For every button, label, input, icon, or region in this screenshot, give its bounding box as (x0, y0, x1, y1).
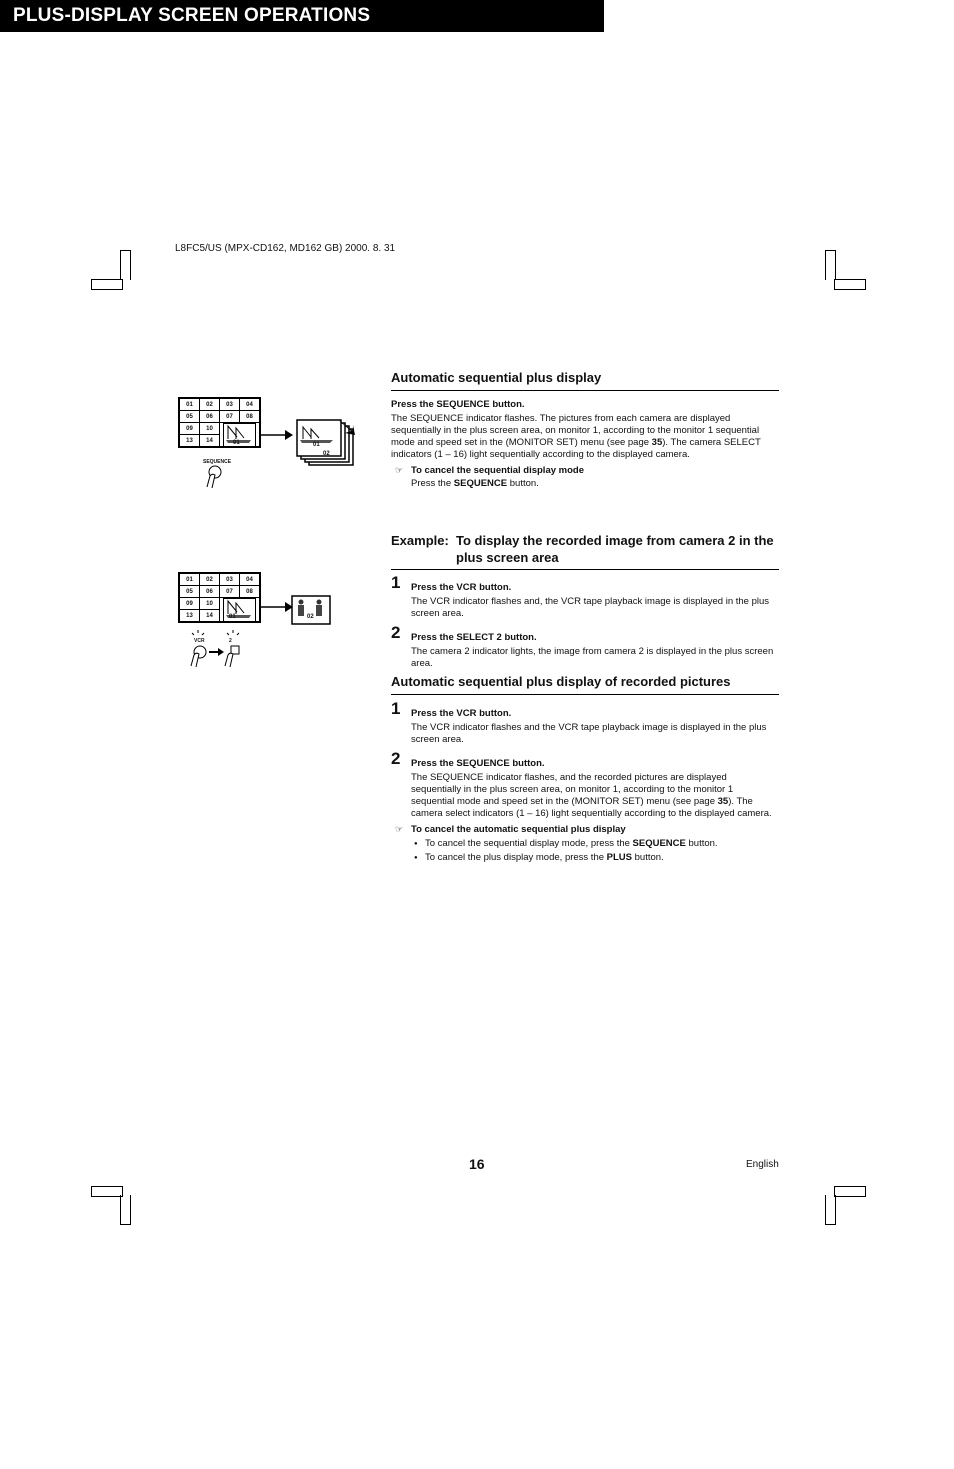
document-code: L8FC5/US (MPX-CD162, MD162 GB) 2000. 8. 31 (175, 243, 396, 254)
crop-mark-top-left (91, 279, 123, 290)
step-title: Press the VCR button. (411, 582, 512, 593)
section-automatic-sequential-plus-display (391, 370, 779, 490)
page-title: PLUS-DISPLAY SCREEN OPERATIONS (13, 5, 371, 26)
grid-cell: 06 (200, 411, 220, 423)
result-label: 02 (307, 614, 314, 620)
step-description: The camera 2 indicator lights, the image from camera 2 is displayed in the plus screen area. (411, 646, 774, 669)
grid-cell: 03 (220, 574, 240, 586)
cancel-heading: To cancel the automatic sequential plus display (411, 824, 626, 835)
instruction: Press the SEQUENCE button. (391, 399, 525, 410)
plus-area-scene-icon (223, 598, 256, 622)
title-bar (0, 0, 946, 32)
grid-cell: 09 (180, 598, 200, 610)
mode-label: Live picture mode (834, 10, 946, 25)
crop-mark-top-right (834, 279, 866, 290)
stack-label-bottom: 02 (323, 451, 330, 457)
example-heading: Example: To display the recorded image from camera 2 in the plus screen area (391, 532, 779, 570)
grid-cell: 01 (180, 399, 200, 411)
step-description: The VCR indicator flashes and, the VCR tape playback image is displayed in the plus screen area. (411, 596, 770, 619)
arrow-right-icon (259, 602, 293, 612)
plus-area-label: 01 (233, 440, 240, 446)
section-heading: Automatic sequential plus display of recorded pictures (391, 674, 779, 695)
grid-cell: 08 (240, 411, 260, 423)
grid-cell: 10 (200, 598, 220, 610)
sequence-stack-icon (295, 417, 357, 467)
step-number: 1 (391, 573, 401, 592)
stack-label-top: 01 (313, 442, 320, 448)
grid-cell: 06 (200, 586, 220, 598)
grid-cell: 05 (180, 411, 200, 423)
crop-mark-bottom-right (834, 1186, 866, 1197)
grid-cell: 02 (200, 399, 220, 411)
grid-cell: 04 (240, 399, 260, 411)
grid-cell: 14 (200, 610, 220, 622)
grid-cell: 01 (180, 574, 200, 586)
grid-cell: 07 (220, 586, 240, 598)
page-number: 16 (469, 1156, 485, 1172)
crop-mark-bottom-left (91, 1186, 123, 1197)
description: The SEQUENCE indicator flashes. The pictures from each camera are displayed sequentially in the plus screen area, on monitor 1, according to the monitor 1 sequential mode and speed set in the (MONITOR SET) menu (see page 35). The camera SELECT indicators (1 – 16) light sequentially according to the displayed camera. (391, 413, 761, 460)
grid-cell: 13 (180, 435, 200, 447)
crop-mark-bottom-right-v (825, 1195, 836, 1225)
step-title: Press the VCR button. (411, 708, 512, 719)
vcr-button-label: VCR (194, 638, 205, 644)
grid-cell: 14 (200, 435, 220, 447)
figure-vcr-playback (175, 570, 365, 670)
step-number: 1 (391, 699, 401, 718)
figure-sequential-plus-display (175, 395, 365, 495)
language-label: English (746, 1159, 779, 1170)
grid-cell: 09 (180, 423, 200, 435)
section-heading: Automatic sequential plus display (391, 370, 779, 391)
cancel-description: Press the SEQUENCE button. (411, 478, 539, 489)
plus-area-label: 01 (229, 614, 236, 620)
crop-mark-bottom-left-v (120, 1195, 131, 1225)
finger-press-icon (203, 465, 225, 489)
note-hand-icon: ☞ (395, 465, 404, 475)
step-description: The SEQUENCE indicator flashes, and the recorded pictures are displayed sequentially in the plus screen area, on monitor 1, according to the monitor 1 sequential mode and speed set in the (MONITOR SET) menu (see page 35). The camera select indicators (1 – 16) light sequentially according to the displayed camera. (411, 772, 772, 819)
cancel-bullet-list (391, 837, 779, 865)
crop-mark-top-left-v (120, 250, 131, 280)
list-item: ● To cancel the plus display mode, press the PLUS button. (391, 851, 779, 865)
arrow-right-icon (259, 430, 293, 440)
grid-cell: 13 (180, 610, 200, 622)
step-number: 2 (391, 623, 401, 642)
grid-cell: 05 (180, 586, 200, 598)
grid-cell: 10 (200, 423, 220, 435)
step-description: The VCR indicator flashes and the VCR tape playback image is displayed in the plus screen area. (411, 722, 767, 745)
grid-cell: 03 (220, 399, 240, 411)
grid-cell: 02 (200, 574, 220, 586)
step-title: Press the SEQUENCE button. (411, 758, 545, 769)
vcr-press-icon (187, 628, 257, 668)
grid-cell: 07 (220, 411, 240, 423)
grid-cell: 08 (240, 586, 260, 598)
note-hand-icon: ☞ (395, 824, 404, 834)
cancel-heading: To cancel the sequential display mode (411, 465, 584, 476)
sequence-button-label: SEQUENCE (203, 459, 232, 465)
crop-mark-top-right-v (825, 250, 836, 280)
camera-image-icon (291, 595, 331, 625)
step-number: 2 (391, 749, 401, 768)
select-button-label: 2 (229, 638, 232, 644)
grid-cell: 04 (240, 574, 260, 586)
section-recorded-pictures (391, 674, 779, 865)
list-item: ● To cancel the sequential display mode, press the SEQUENCE button. (391, 837, 779, 851)
section-example (391, 532, 779, 670)
step-title: Press the SELECT 2 button. (411, 632, 537, 643)
